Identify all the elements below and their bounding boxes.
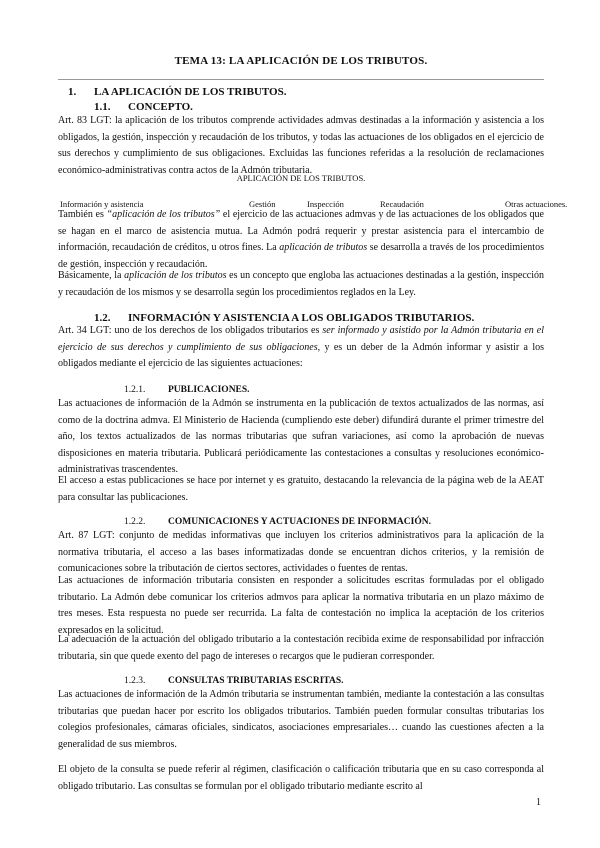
chart-item-inspeccion: Inspección [307,199,344,209]
consultas-paragraph-1: Las actuaciones de información de la Admón tributaria se instrumentan también, mediante la contestación a las consultas tributarias que puedan hacer por escrito los obligados tributarios. También pueden formular consultas tributarias los colegios profesionales, cámaras oficiales, sindicatos, asociaciones empresariales… cuando las cuestiones afecten a la generalidad de sus miembros. [58,689,544,750]
comunicaciones-paragraph-1: Art. 87 LGT: conjunto de medidas informativas que incluyen los criterios administrativos para la aplicación de la normativa tributaria, el acceso a las bases informatizadas donde se encuentran dichos criterios, y la remisión de comunicaciones sobre la tributación de ciertos sectores, actividades o fuentes de rentas. [58,530,544,575]
section-1-heading [68,86,286,98]
section-1-2-1-heading: 1.2.1. PUBLICACIONES. [124,385,250,395]
chart-item-gestion: Gestión [249,199,276,209]
section-1-2-3-heading: 1.2.3. CONSULTAS TRIBUTARIAS ESCRITAS. [124,676,344,686]
concept-paragraph-1: Art. 83 LGT: la aplicación de los tributos comprende actividades admvas destinadas a la información y asistencia a los obligados, la gestión, inspección y recaudación de los tributos, y todas las actuaciones de los obligados en el ejercicio de sus derechos y cumplimiento de sus obligaciones. Excluidas las funciones referidas a la resolución de reclamaciones económico-administrativas contra actos de la Admón tributaria. [58,115,544,176]
section-1-number: 1. [68,86,77,98]
section-1-1-number: 1.1. [94,101,111,113]
chart-item-recaudacion: Recaudación [380,199,424,209]
section-1-1-title: CONCEPTO. [128,101,193,113]
comunicaciones-paragraph-2: Las actuaciones de información tributaria consisten en responder a solicitudes escritas formuladas por el obligado tributario. La Admón debe comunicar los criterios admvos para aplicar la normativa tributaria en un plazo máximo de tres meses. Esta respuesta no puede ser recurrida. La falta de contestación no implica la aceptación de los criterios expresados en la solicitud. [58,575,544,636]
publicaciones-paragraph-1: Las actuaciones de información de la Admón se instrumenta en la publicación de textos actualizados de las normas, así como de la doctrina admva. El Ministerio de Hacienda (cumpliendo este deber) difundirá durante el primer trimestre del año, los textos actualizados de las normas tributarias que sufran variaciones, así como la aprobación de nuevas disposiciones en materia tributaria. Publicará periódicamente las contestaciones a consultas y resoluciones económico-administrativas trascendentes. [58,398,544,476]
page-number: 1 [536,797,541,808]
concept-paragraph-2: También es “aplicación de los tributos” el ejercicio de las actuaciones admvas y de las actuaciones de los obligados que se hagan en el marco de asistencia mutua. La Admón podrá requerir y prestar asistencia para el intercambio de información, recaudación de créditos, u otros fines. La aplicación de tributos se desarrolla a través de los procedimientos de gestión, inspección y recaudación. [58,209,544,270]
info-paragraph-1: Art. 34 LGT: uno de los derechos de los obligados tributarios es ser informado y asistido por la Admón tributaria en el ejercicio de sus derechos y cumplimiento de sus obligaciones, y es un deber de la Admón informar y asistir a los obligados mediante el ejercicio de las siguientes actuaciones: [58,325,545,370]
comunicaciones-paragraph-3: La adecuación de la actuación del obligado tributario a la contestación recibida exime de responsabilidad por infracción tributaria, sin que quede exento del pago de intereses o recargos que le pudieran corresponder. [58,634,544,662]
section-1-title: LA APLICACIÓN DE LOS TRIBUTOS. [94,86,287,98]
section-1-2-1-title: PUBLICACIONES. [168,385,250,395]
title-divider [58,79,544,80]
section-1-2-number: 1.2. [94,312,111,324]
section-1-2-title: INFORMACIÓN Y ASISTENCIA A LOS OBLIGADOS TRIBUTARIOS. [128,312,475,324]
section-1-2-3-title: CONSULTAS TRIBUTARIAS ESCRITAS. [168,676,344,686]
chart-title: APLICACIÓN DE LOS TRIBUTOS. [236,173,366,183]
section-1-2-2-title: COMUNICACIONES Y ACTUACIONES DE INFORMACIÓN. [168,517,431,527]
publicaciones-paragraph-2: El acceso a estas publicaciones se hace por internet y es gratuito, destacando la relevancia de la página web de la AEAT para consultar las publicaciones. [58,475,544,503]
concept-paragraph-3: Básicamente, la aplicación de los tributos es un concepto que engloba las actuaciones destinadas a la gestión, inspección y recaudación de los mismos y se desarrolla según los procedimientos reglados en la Ley. [58,270,544,298]
document-title: TEMA 13: LA APLICACIÓN DE LOS TRIBUTOS. [174,55,428,67]
chart-item-otras: Otras actuaciones. [505,199,568,209]
section-1-1-heading [94,101,193,113]
section-1-2-2-heading: 1.2.2. COMUNICACIONES Y ACTUACIONES DE INFORMACIÓN. [124,517,431,527]
consultas-paragraph-2: El objeto de la consulta se puede referir al régimen, clasificación o calificación tributaria que en su caso corresponda al obligado tributario. Las consultas se formulan por el obligado tributario mediante escrito al [58,764,544,792]
chart-item-info: Información y asistencia [60,199,144,209]
